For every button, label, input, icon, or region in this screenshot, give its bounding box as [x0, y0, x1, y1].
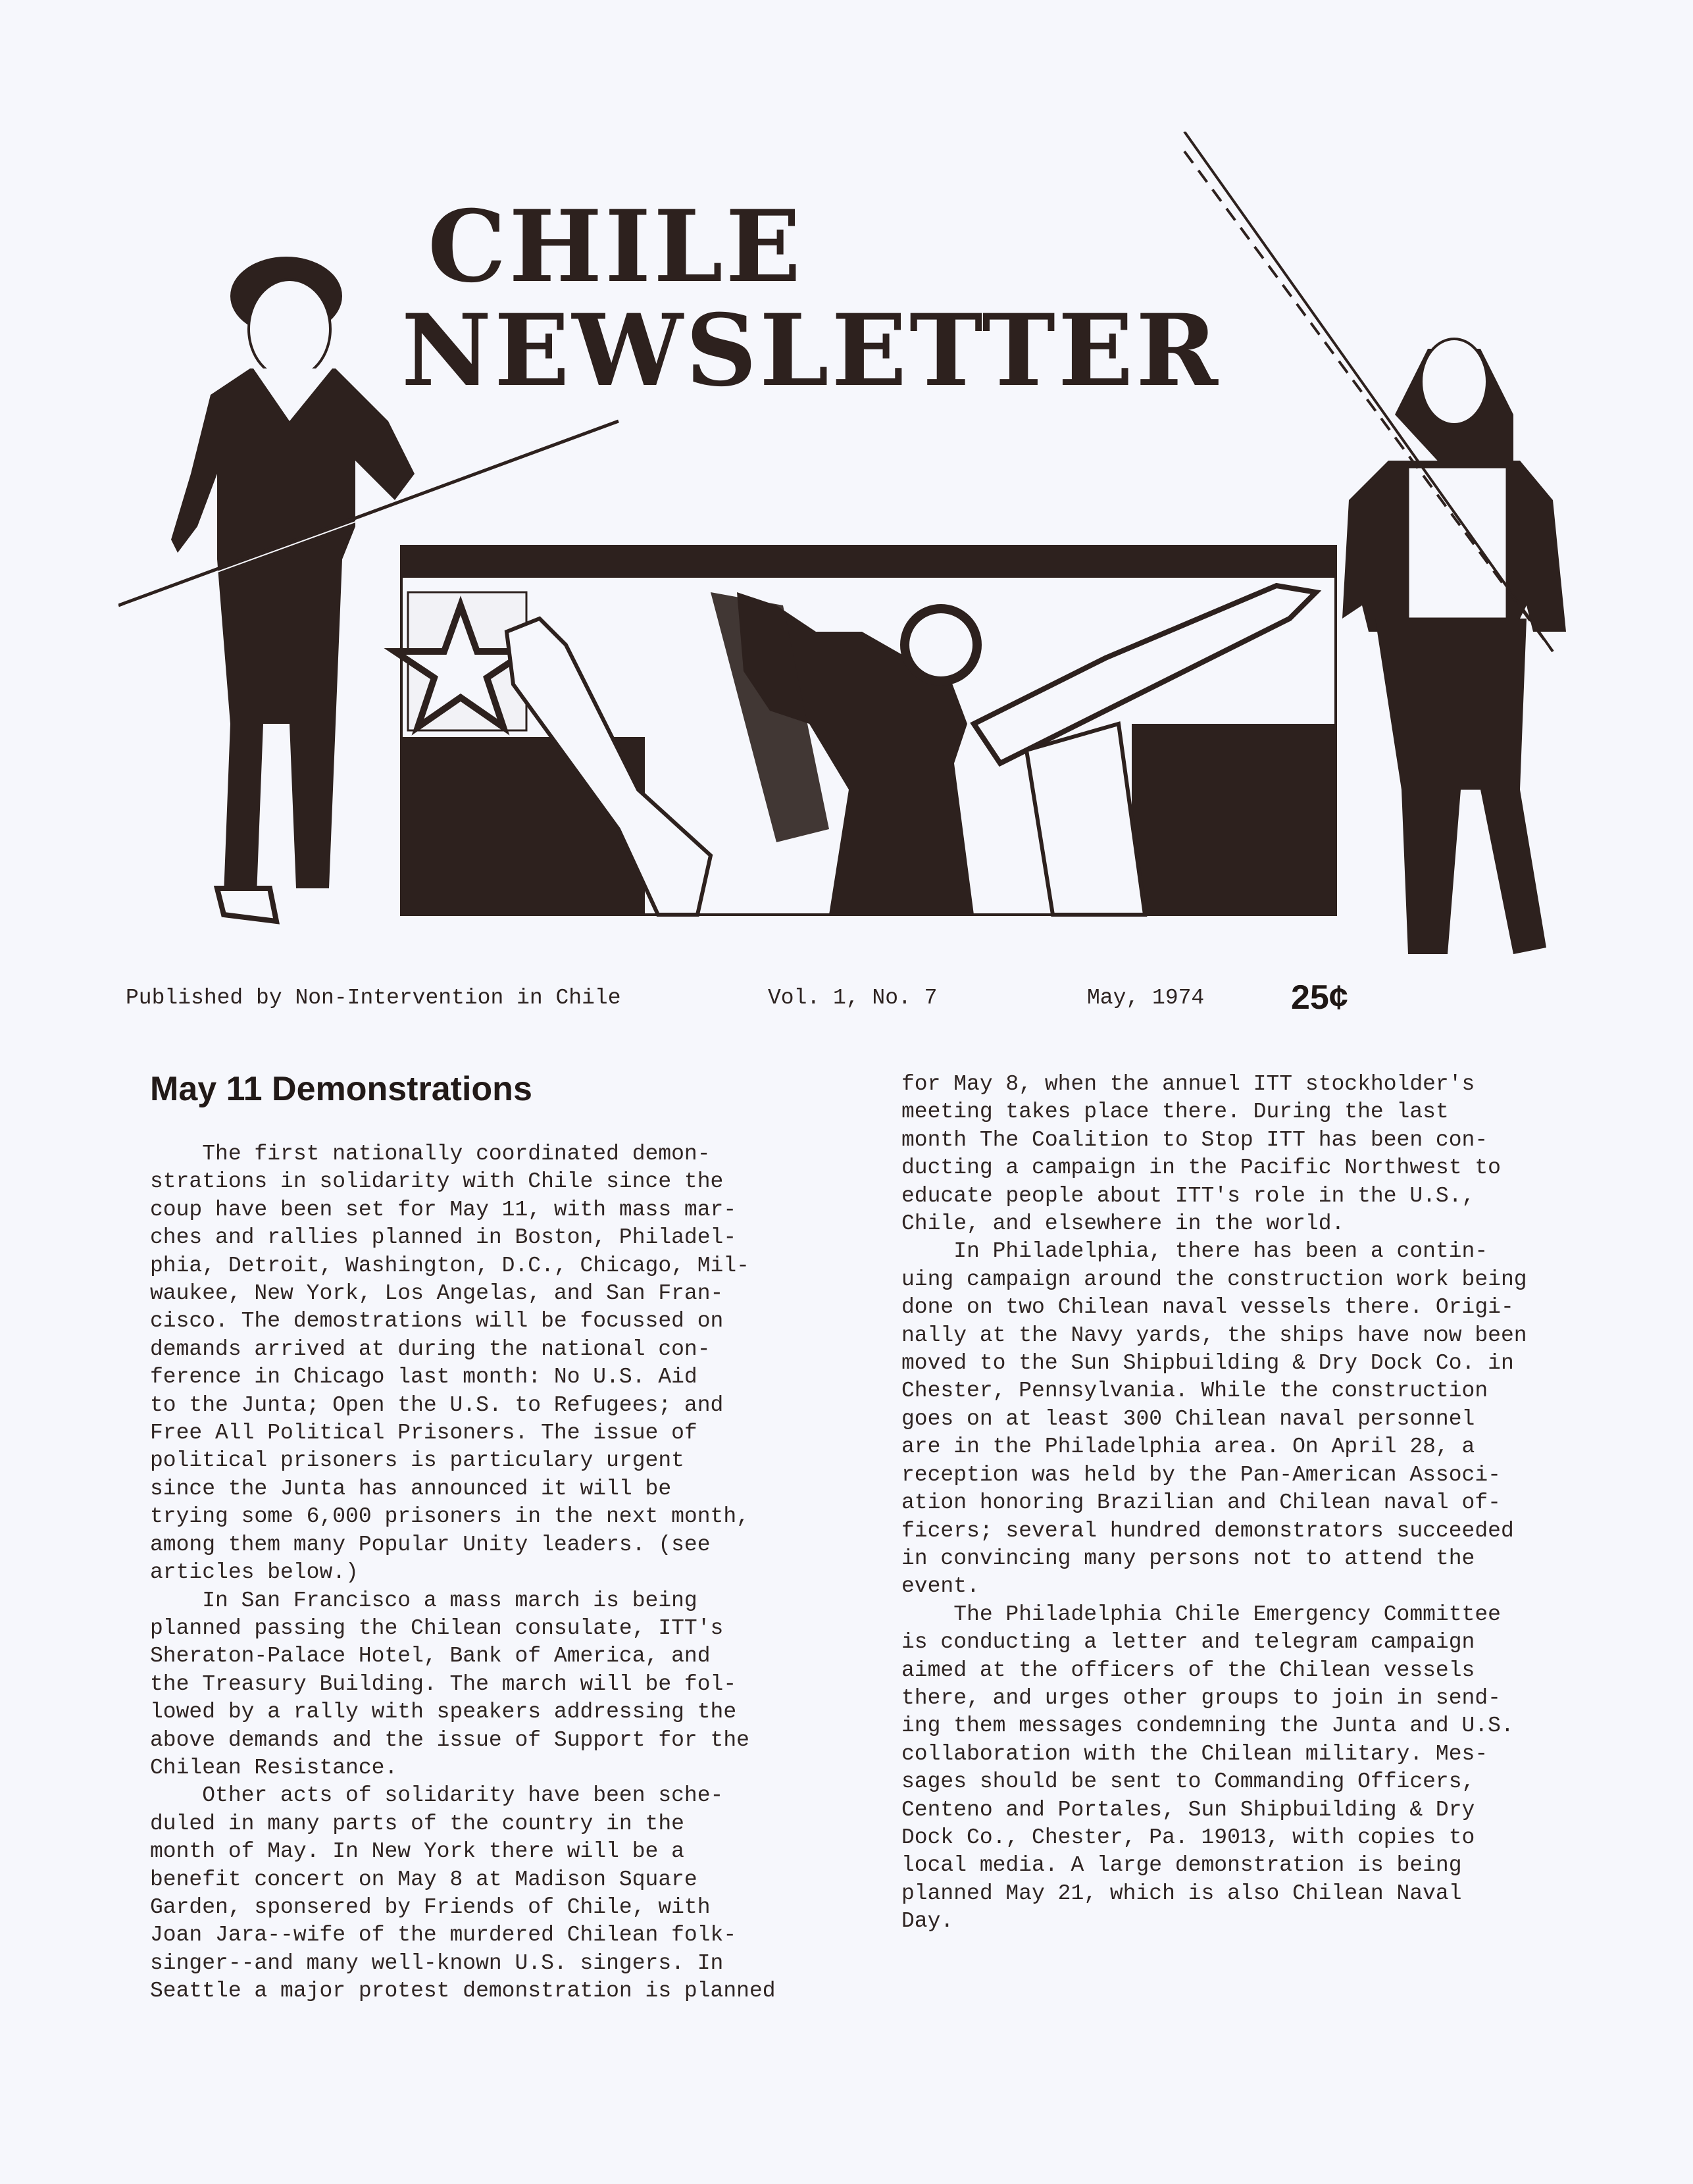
article-text-line: ing them messages condemning the Junta and U.S. [901, 1714, 1514, 1739]
article-text-line: the Treasury Building. The march will be fol- [150, 1671, 737, 1696]
article-text-line: The first nationally coordinated demon- [150, 1142, 711, 1166]
article-paragraph [150, 1587, 828, 1783]
article-text-line: aimed at the officers of the Chilean vessels [901, 1658, 1475, 1683]
article-text-line: collaboration with the Chilean military. Mes- [901, 1741, 1488, 1766]
article-text-line: Joan Jara--wife of the murdered Chilean folk- [150, 1923, 737, 1948]
newsletter-title-line1: CHILE [428, 189, 804, 305]
article-text-line: political prisoners is particulary urgent [150, 1448, 684, 1473]
article-text-line: month The Coalition to Stop ITT has been con- [901, 1127, 1488, 1152]
article-text-line: In San Francisco a mass march is being [150, 1588, 697, 1613]
publisher-text: Published by Non-Intervention in Chile [126, 986, 621, 1010]
article-headline: May 11 Demonstrations [150, 1070, 532, 1108]
article-text-line: benefit concert on May 8 at Madison Square [150, 1867, 697, 1892]
article-text-line: ducting a campaign in the Pacific Northwest to [901, 1155, 1501, 1181]
article-text-line: for May 8, when the annuel ITT stockholder's [901, 1072, 1475, 1096]
article-text-line: Other acts of solidarity have been sche- [150, 1783, 724, 1808]
article-text-line: event. [901, 1574, 980, 1599]
article-text-line: among them many Popular Unity leaders. (see [150, 1532, 711, 1557]
article-text-line: planned passing the Chilean consulate, ITT's [150, 1615, 724, 1640]
article-text-line: articles below.) [150, 1560, 359, 1585]
article-text-line: ference in Chicago last month: No U.S. Aid [150, 1365, 697, 1390]
article-text-line: Day. [901, 1909, 954, 1934]
article-text-line: planned May 21, which is also Chilean Naval [901, 1881, 1462, 1906]
article-text-line: demands arrived at during the national con- [150, 1336, 711, 1361]
article-text-line: In Philadelphia, there has been a contin- [901, 1239, 1488, 1264]
article-text-line: local media. A large demonstration is being [901, 1853, 1462, 1878]
article-paragraph [901, 1071, 1579, 1238]
article-text-line: The Philadelphia Chile Emergency Committee [901, 1602, 1501, 1627]
article-right-column [901, 1071, 1579, 1936]
article-text-line: singer--and many well-known U.S. singers. In [150, 1950, 724, 1975]
article-text-line: Free All Political Prisoners. The issue of [150, 1421, 697, 1446]
article-text-line: meeting takes place there. During the last [901, 1100, 1449, 1125]
article-text-line: is conducting a letter and telegram campaign [901, 1630, 1475, 1655]
article-text-line: Sheraton-Palace Hotel, Bank of America, and [150, 1644, 711, 1669]
article-text-line: reception was held by the Pan-American Associ- [901, 1462, 1501, 1487]
article-paragraph [150, 1140, 828, 1587]
article-text-line: Chester, Pennsylvania. While the construction [901, 1379, 1488, 1404]
article-text-line: educate people about ITT's role in the U.S., [901, 1183, 1475, 1208]
article-text-line: Garden, sponsered by Friends of Chile, with [150, 1894, 711, 1919]
article-text-line: month of May. In New York there will be a [150, 1839, 684, 1864]
article-text-line: to the Junta; Open the U.S. to Refugees; and [150, 1392, 724, 1417]
article-text-line: Seattle a major protest demonstration is planned [150, 1979, 776, 2004]
article-text-line: ficers; several hundred demonstrators succeeded [901, 1518, 1514, 1543]
article-text-line: waukee, New York, Los Angelas, and San Fran- [150, 1281, 724, 1306]
volume-issue-text: Vol. 1, No. 7 [768, 986, 938, 1010]
article-text-line: done on two Chilean naval vessels there. Origi- [901, 1295, 1514, 1320]
article-text-line: nally at the Navy yards, the ships have now been [901, 1323, 1527, 1348]
article-text-line: phia, Detroit, Washington, D.C., Chicago, Mil- [150, 1253, 749, 1278]
article-text-line: Dock Co., Chester, Pa. 19013, with copies to [901, 1825, 1475, 1850]
article-text-line: above demands and the issue of Support for the [150, 1727, 749, 1752]
article-text-line: sages should be sent to Commanding Officers, [901, 1769, 1475, 1794]
article-paragraph [901, 1238, 1579, 1600]
article-text-line: Chile, and elsewhere in the world. [901, 1211, 1345, 1236]
masthead [118, 132, 1566, 987]
article-left-column [150, 1140, 828, 2006]
article-text-line: goes on at least 300 Chilean naval personnel [901, 1406, 1475, 1431]
article-text-line: moved to the Sun Shipbuilding & Dry Dock Co. in [901, 1351, 1514, 1376]
article-text-line: in convincing many persons not to attend the [901, 1546, 1475, 1571]
article-text-line: ches and rallies planned in Boston, Philadel- [150, 1225, 737, 1250]
article-text-line: lowed by a rally with speakers addressing the [150, 1700, 737, 1725]
newsletter-title-line2: NEWSLETTER [401, 293, 1221, 409]
protest-banner-photo-icon [118, 132, 1566, 987]
article-text-line: cisco. The demostrations will be focussed on [150, 1309, 724, 1334]
article-text-line: strations in solidarity with Chile since the [150, 1169, 724, 1194]
article-text-line: uing campaign around the construction work being [901, 1267, 1527, 1292]
article-text-line: since the Junta has announced it will be [150, 1476, 672, 1501]
article-text-line: there, and urges other groups to join in send- [901, 1685, 1501, 1710]
article-paragraph [901, 1601, 1579, 1936]
article-text-line: ation honoring Brazilian and Chilean naval of- [901, 1490, 1501, 1515]
article-text-line: duled in many parts of the country in the [150, 1811, 684, 1836]
article-text-line: coup have been set for May 11, with mass mar- [150, 1197, 737, 1222]
article-text-line: are in the Philadelphia area. On April 28, a [901, 1435, 1475, 1460]
price-label: 25¢ [1291, 978, 1348, 1017]
article-text-line: trying some 6,000 prisoners in the next month, [150, 1504, 749, 1529]
article-paragraph [150, 1782, 828, 2005]
article-text-line: Chilean Resistance. [150, 1755, 398, 1780]
issue-date-text: May, 1974 [1087, 986, 1205, 1010]
article-text-line: Centeno and Portales, Sun Shipbuilding & Dry [901, 1797, 1475, 1822]
